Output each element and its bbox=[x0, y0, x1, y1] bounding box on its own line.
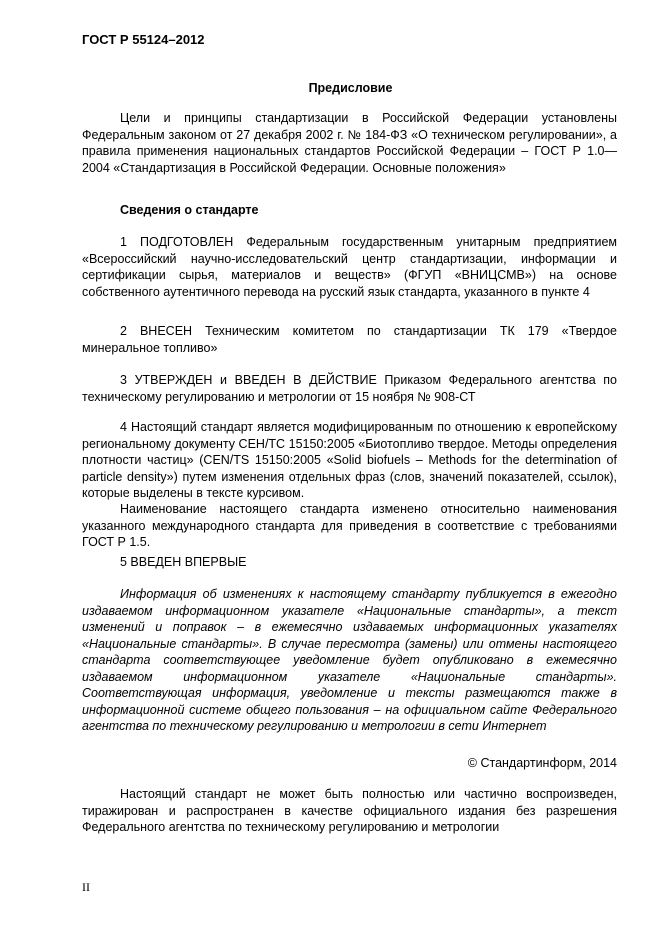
page-title: Предисловие bbox=[308, 81, 393, 95]
page-number: II bbox=[82, 880, 90, 894]
item-2-paragraph: 2 ВНЕСЕН Техническим комитетом по стандартизации ТК 179 «Твердое минеральное топливо» bbox=[82, 324, 617, 355]
reproduction-notice: Настоящий стандарт не может быть полностью или частично воспроизведен, тиражирован и распространен в качестве официального издания без разрешения Федерального агентства по техническому регулированию и метрологии bbox=[82, 787, 617, 834]
item-3-paragraph: 3 УТВЕРЖДЕН и ВВЕДЕН В ДЕЙСТВИЕ Приказом Федерального агентства по техническому регулированию и метрологии от 15 ноября № 908-СТ bbox=[82, 373, 617, 404]
item-1-paragraph: 1 ПОДГОТОВЛЕН Федеральным государственным унитарным предприятием «Всероссийский научно-исследовательский центр стандартизации, информации и сертификации сырья, материалов и веществ» (ФГУП «ВНИЦСМВ») на основе собственного аутентичного перевода на русский язык стандарта, указанного в пункте 4 bbox=[82, 235, 617, 299]
section-heading: Сведения о стандарте bbox=[120, 203, 259, 217]
document-header: ГОСТ Р 55124–2012 bbox=[82, 32, 205, 47]
copyright: © Стандартинформ, 2014 bbox=[467, 756, 617, 770]
item-5-paragraph: 5 ВВЕДЕН ВПЕРВЫЕ bbox=[120, 555, 247, 569]
info-notice: Информация об изменениях к настоящему стандарту публикуется в ежегодно издаваемом информационном указателе «Национальные стандарты», а текст изменений и поправок – в ежемесячно издаваемых информационных указателях «Национальные стандарты». В случае пересмотра (замены) или отмены настоящего стандарта соответствующее уведомление будет опубликовано в ежемесячно издаваемом информационном указателе «Национальные стандарты». Соответствующая информация, уведомление и тексты размещаются также в информационной системе общего пользования – на официальном сайте Федерального агентства по техническому регулированию и метрологии в сети Интернет bbox=[82, 587, 617, 733]
item-4-paragraph: 4 Настоящий стандарт является модифицированным по отношению к европейскому региональному документу CEH/TC 15150:2005 «Биотопливо твердое. Методы определения плотности частиц» (CEN/TS 15150:2005 «Solid biofuels – Methods for the determination of particle density») путем изменения отдельных фраз (слов, значений показателей, ссылок), которые выделены в тексте курсивом. bbox=[82, 420, 617, 500]
item-4b-paragraph: Наименование настоящего стандарта изменено относительно наименования указанного международного стандарта для приведения в соответствие с требованиями ГОСТ Р 1.5. bbox=[82, 502, 617, 549]
intro-paragraph: Цели и принципы стандартизации в Российской Федерации установлены Федеральным законом от 27 декабря 2002 г. № 184-ФЗ «О техническом регулировании», а правила применения национальных стандартов Российской Федерации – ГОСТ Р 1.0—2004 «Стандартизация в Российской Федерации. Основные положения» bbox=[82, 111, 617, 175]
